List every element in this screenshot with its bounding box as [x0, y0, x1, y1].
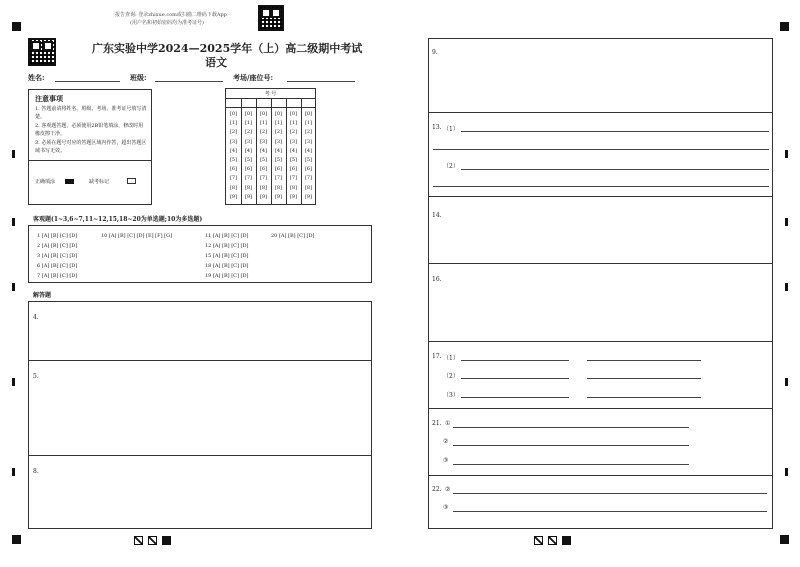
exam-number-bubble[interactable]: [2] — [259, 129, 268, 136]
exam-number-bubble[interactable]: [0] — [289, 111, 298, 117]
objective-col-2 — [101, 231, 172, 241]
timing-mark — [785, 283, 788, 291]
page-marker-solid — [162, 536, 171, 545]
exam-number-bubble[interactable]: [5] — [244, 157, 253, 163]
exam-number-bubble[interactable]: [0] — [229, 111, 238, 117]
exam-number-bubble[interactable]: [2] — [244, 129, 253, 136]
exam-number-bubble[interactable]: [7] — [304, 175, 313, 182]
exam-number-header: 考 号 — [264, 91, 277, 97]
objective-row[interactable]: 12 [A] [B] [C] [D] — [205, 243, 249, 249]
exam-number-bubble[interactable]: [6] — [244, 166, 253, 173]
exam-number-bubble[interactable]: [5] — [289, 157, 298, 163]
notes-divider — [29, 160, 151, 161]
objective-row[interactable]: 1 [A] [B] [C] [D] — [37, 233, 78, 239]
answer-line[interactable] — [453, 511, 767, 512]
exam-number-bubble[interactable]: [2] — [274, 129, 283, 136]
exam-number-bubble[interactable]: [8] — [229, 184, 238, 191]
exam-number-grid — [225, 88, 316, 205]
correct-fill-label: 正确填涂 — [35, 179, 56, 185]
exam-number-bubble[interactable]: [4] — [289, 147, 298, 154]
absent-label: 缺考标记 — [89, 179, 110, 185]
objective-row[interactable]: 3 [A] [B] [C] [D] — [37, 253, 78, 259]
exam-number-bubble[interactable]: [3] — [304, 138, 313, 145]
exam-number-bubble[interactable]: [8] — [244, 184, 253, 191]
answer-box-q9[interactable] — [428, 38, 773, 113]
answer-line[interactable] — [433, 149, 769, 150]
page-marker-hatched — [134, 536, 143, 545]
exam-number-bubble[interactable]: [2] — [304, 129, 313, 136]
exam-number-bubble[interactable]: [2] — [229, 129, 238, 136]
exam-number-bubble[interactable]: [5] — [304, 157, 313, 163]
page-marker-hatched — [534, 536, 543, 545]
exam-number-bubble[interactable]: [1] — [289, 120, 298, 127]
question-number: 16. — [432, 276, 442, 283]
exam-number-bubble[interactable]: [6] — [304, 166, 313, 173]
answers-title: 解答题 — [33, 292, 52, 299]
exam-title: 广东实验中学2024—2025学年（上）高二级期中考试 — [92, 42, 363, 55]
exam-number-bubble[interactable]: [9] — [244, 193, 253, 200]
timing-mark — [12, 150, 15, 158]
timing-mark — [12, 218, 15, 226]
absent-mark-box[interactable] — [127, 178, 136, 184]
answer-line[interactable] — [461, 397, 569, 398]
exam-number-bubble[interactable]: [3] — [259, 138, 268, 145]
sub-question-label: ② — [445, 486, 451, 493]
sub-question-label: （1） — [443, 126, 459, 133]
exam-number-bubble[interactable]: [7] — [259, 175, 268, 182]
exam-number-bubble[interactable]: [3] — [274, 138, 283, 145]
answer-line[interactable] — [461, 169, 769, 170]
timing-mark — [785, 378, 788, 386]
objective-row[interactable]: 6 [A] [B] [C] [D] — [37, 263, 78, 269]
objective-row[interactable]: 19 [A] [B] [C] [D] — [205, 273, 249, 279]
question-number: 8. — [33, 468, 39, 475]
exam-subject: 语文 — [205, 56, 227, 69]
answer-line[interactable] — [433, 186, 769, 187]
sub-question-label: ③ — [443, 457, 449, 464]
registration-mark-bottom-left — [12, 535, 21, 544]
notes-item-2: 2. 客观题答题，必须使用2B铅笔填涂，修改时用橡皮擦干净。 — [35, 123, 144, 137]
exam-number-bubble[interactable]: [2] — [289, 129, 298, 136]
question-number: 13. — [432, 124, 442, 131]
exam-number-bubble[interactable]: [0] — [274, 111, 283, 117]
objective-box — [28, 225, 372, 283]
answer-box-q8[interactable] — [28, 455, 372, 529]
objective-row[interactable]: 7 [A] [B] [C] [D] — [37, 273, 78, 279]
exam-number-bubble[interactable]: [9] — [274, 193, 283, 200]
class-field[interactable] — [155, 81, 223, 82]
exam-number-bubble[interactable]: [4] — [304, 147, 313, 154]
exam-number-bubble[interactable]: [9] — [229, 193, 238, 200]
registration-mark-bottom-right — [780, 535, 789, 544]
timing-mark — [785, 150, 788, 158]
exam-number-bubble[interactable]: [6] — [289, 166, 298, 173]
timing-mark — [12, 283, 15, 291]
exam-number-bubble[interactable]: [8] — [259, 184, 268, 191]
timing-mark — [785, 218, 788, 226]
registration-mark-top-left — [12, 22, 21, 31]
question-number: 4. — [33, 314, 39, 321]
objective-row[interactable]: 10 [A] [B] [C] [D] [E] [F] [G] — [101, 233, 173, 239]
notes-item-1: 1. 答题前请将姓名、班级、考场、准考证号填写清楚。 — [35, 106, 147, 120]
correct-fill-sample — [65, 179, 74, 184]
notes-box — [28, 89, 152, 205]
notes-item-3: 3. 必须在题号对应的答题区域内作答，超出答题区域书写无效。 — [35, 140, 147, 154]
name-field[interactable] — [55, 81, 120, 82]
exam-number-bubble[interactable]: [0] — [259, 111, 268, 117]
timing-mark — [785, 468, 788, 476]
class-label: 班级: — [130, 73, 147, 82]
objective-col-1 — [37, 231, 77, 281]
exam-number-bubble[interactable]: [7] — [274, 175, 283, 182]
exam-number-bubble[interactable]: [0] — [304, 111, 313, 117]
exam-number-bubble[interactable]: [0] — [244, 111, 253, 117]
objective-title: 客观题(1~3,6~7,11~12,15,18~20为单选题;10为多选题) — [33, 216, 203, 223]
answer-box-q13[interactable] — [428, 112, 773, 197]
answer-box-q4[interactable] — [28, 301, 372, 361]
exam-number-bubble[interactable]: [8] — [304, 184, 313, 191]
sub-question-label: （2） — [443, 373, 459, 380]
exam-number-bubble[interactable]: [7] — [244, 175, 253, 182]
answer-box-q16[interactable] — [428, 263, 773, 342]
question-number: 17. — [432, 353, 442, 360]
objective-col-4 — [271, 231, 314, 241]
page-marker-hatched — [148, 536, 157, 545]
exam-number-bubble[interactable]: [6] — [259, 166, 268, 173]
exam-number-bubble[interactable]: [8] — [289, 184, 298, 191]
answer-line[interactable] — [461, 360, 569, 361]
question-number: 21. — [432, 420, 442, 427]
exam-number-bubble[interactable]: [8] — [274, 184, 283, 191]
exam-number-bubble[interactable]: [1] — [274, 120, 283, 127]
timing-mark — [12, 378, 15, 386]
page-marker-hatched — [548, 536, 557, 545]
exam-number-bubble[interactable]: [3] — [289, 138, 298, 145]
report-notice-line2: (用户名和初始密码均为准考证号) — [130, 20, 204, 26]
exam-number-bubble[interactable]: [7] — [289, 175, 298, 182]
exam-number-bubble[interactable]: [4] — [259, 147, 268, 154]
objective-row[interactable]: 15 [A] [B] [C] [D] — [205, 253, 249, 259]
objective-row[interactable]: 2 [A] [B] [C] [D] — [37, 243, 78, 249]
answer-line[interactable] — [453, 493, 767, 494]
seat-label: 考场/座位号: — [233, 73, 274, 82]
exam-number-bubble[interactable]: [4] — [229, 147, 238, 154]
exam-number-bubble[interactable]: [7] — [229, 175, 238, 182]
exam-number-bubble[interactable]: [3] — [244, 138, 253, 145]
sub-question-label: ③ — [443, 504, 449, 511]
objective-row[interactable]: 20 [A] [B] [C] [D] — [271, 233, 315, 239]
answer-line[interactable] — [587, 360, 701, 361]
answer-line[interactable] — [453, 427, 689, 428]
student-qr-code — [28, 38, 56, 66]
exam-number-bubble[interactable]: [1] — [244, 120, 253, 127]
answer-line[interactable] — [587, 378, 701, 379]
question-number: 5. — [33, 373, 39, 380]
sub-question-label: （3） — [443, 392, 459, 399]
app-qr-code — [258, 5, 284, 31]
answer-box-q14[interactable] — [428, 196, 773, 264]
answer-line[interactable] — [587, 397, 701, 398]
exam-number-bubble[interactable]: [5] — [274, 157, 283, 163]
exam-number-bubble[interactable]: [4] — [274, 147, 283, 154]
registration-mark-top-right — [780, 22, 789, 31]
answer-box-q22[interactable] — [428, 475, 773, 529]
exam-number-bubble[interactable]: [1] — [229, 120, 238, 127]
timing-mark — [12, 468, 15, 476]
exam-number-bubble[interactable]: [4] — [244, 147, 253, 154]
exam-number-bubble[interactable]: [1] — [259, 120, 268, 127]
sub-question-label: ② — [443, 438, 449, 445]
question-number: 14. — [432, 212, 442, 219]
exam-number-bubble[interactable]: [3] — [229, 138, 238, 145]
exam-number-bubble[interactable]: [5] — [259, 157, 268, 163]
answer-box-q17[interactable] — [428, 341, 773, 409]
objective-col-3 — [205, 231, 248, 281]
seat-field[interactable] — [287, 81, 355, 82]
exam-number-bubble[interactable]: [9] — [259, 193, 268, 200]
objective-row[interactable]: 18 [A] [B] [C] [D] — [205, 263, 249, 269]
exam-number-bubble[interactable]: [9] — [304, 193, 313, 200]
notes-title: 注意事项 — [35, 94, 63, 103]
question-number: 22. — [432, 486, 442, 493]
answer-line[interactable] — [461, 378, 569, 379]
answer-line[interactable] — [461, 131, 769, 132]
question-number: 9. — [432, 49, 438, 56]
exam-number-bubble[interactable]: [5] — [229, 157, 238, 163]
exam-number-bubble[interactable]: [6] — [274, 166, 283, 173]
answer-line[interactable] — [453, 445, 689, 446]
objective-row[interactable]: 11 [A] [B] [C] [D] — [205, 233, 249, 239]
sub-question-label: ① — [445, 420, 451, 427]
page-marker-solid — [562, 536, 571, 545]
name-label: 姓名: — [28, 73, 45, 82]
exam-number-bubble[interactable]: [9] — [289, 193, 298, 200]
sub-question-label: （1） — [443, 355, 459, 362]
exam-number-bubble[interactable]: [6] — [229, 166, 238, 173]
answer-box-q21[interactable] — [428, 408, 773, 476]
answer-line[interactable] — [453, 464, 689, 465]
exam-number-bubble[interactable]: [1] — [304, 120, 313, 127]
answer-box-q5[interactable] — [28, 360, 372, 456]
sub-question-label: （2） — [443, 163, 459, 170]
report-notice-line1: 报告查询: 登录zhixue.com或扫描二维码下载App — [115, 12, 227, 18]
